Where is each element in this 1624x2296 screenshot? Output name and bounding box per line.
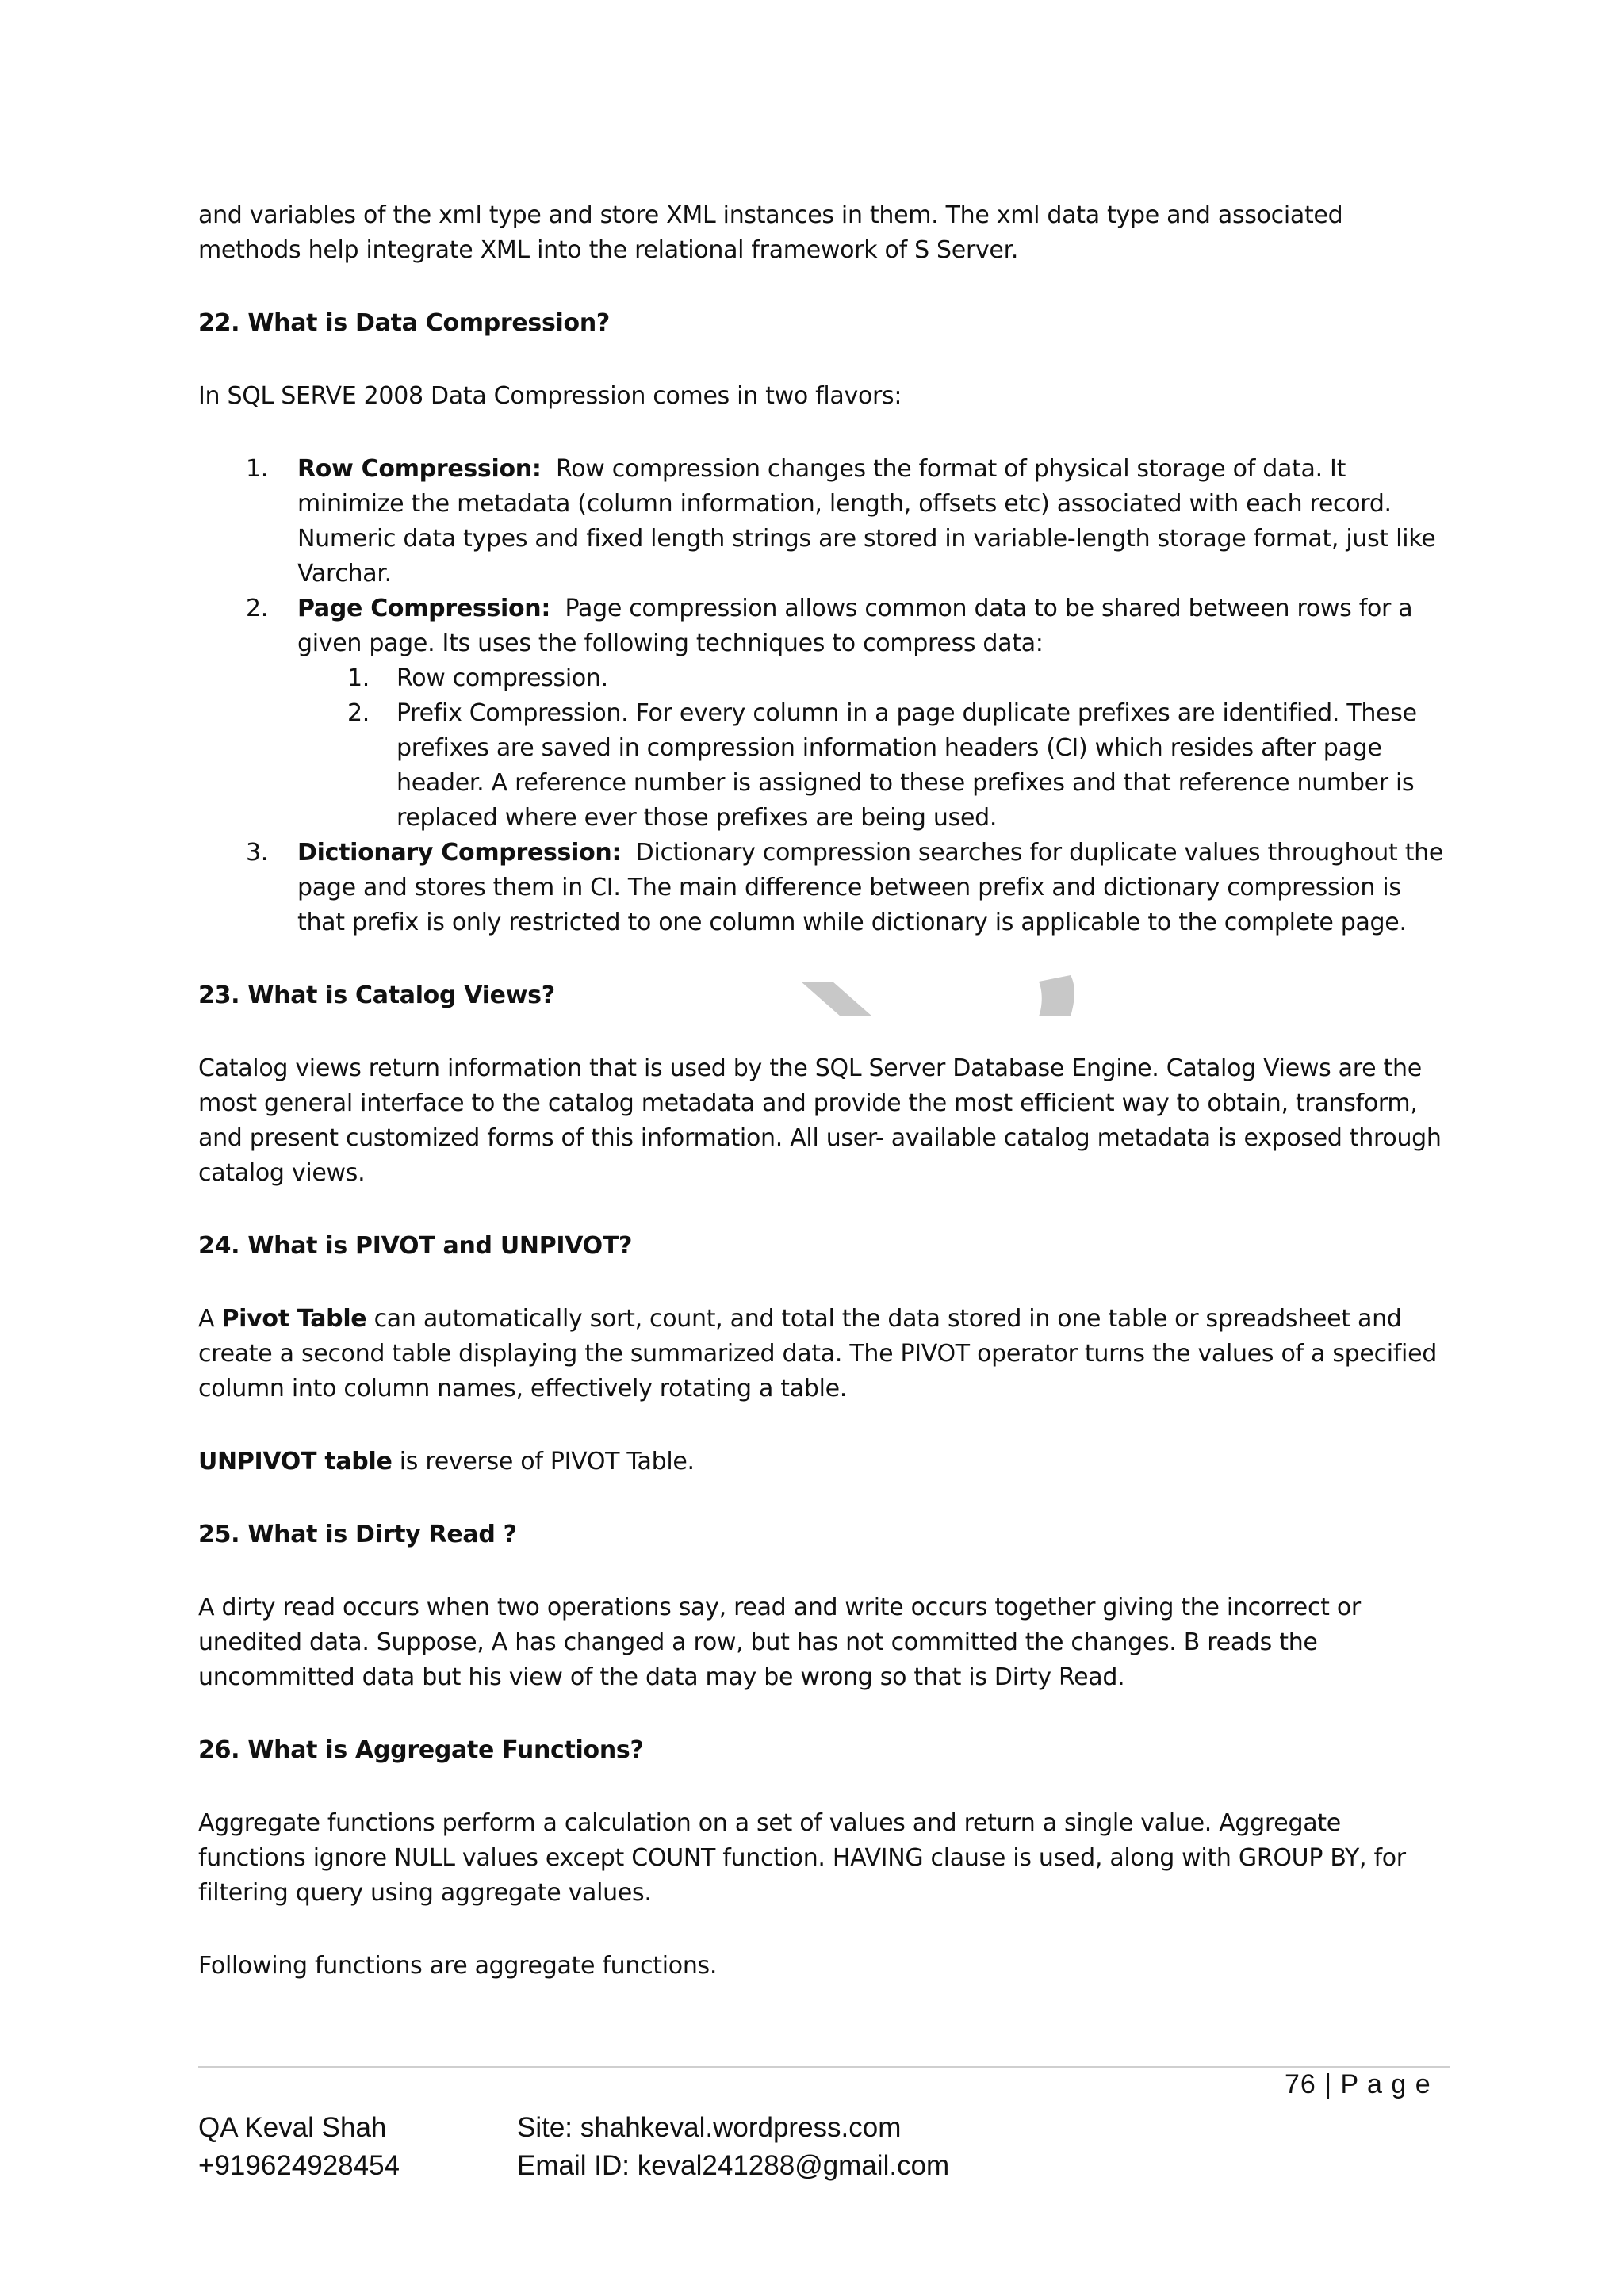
q26-following: Following functions are aggregate functions. — [198, 1952, 718, 1980]
footer-contact-block — [517, 2109, 949, 2185]
watermark-graphic — [801, 975, 1086, 1023]
question-23-heading: 23. What is Catalog Views? — [198, 982, 555, 1009]
list-item-text: Page compression allows common data to be shared between rows for a given page. Its uses the following techniques to compress data: — [297, 595, 1413, 657]
footer-site: Site: shahkeval.wordpress.com — [517, 2112, 902, 2143]
intro-paragraph — [198, 198, 1451, 268]
intro-line-1: and variables of the xml type and store XML instances in them. The xml data type and associated — [198, 201, 1343, 229]
q24-pivot-text: can automatically sort, count, and total the data stored in one table or spreadsheet and create a second table displaying the summarized data. The PIVOT operator turns the values of a specified column into column names, effectively rotating a table. — [198, 1305, 1437, 1402]
q24-unpivot-text: is reverse of PIVOT Table. — [399, 1448, 695, 1475]
q24-prefix: A — [198, 1305, 215, 1333]
q24-pivot-paragraph — [198, 1302, 1451, 1406]
list-item-term: Row Compression: — [297, 455, 542, 483]
list-item-term: Page Compression: — [297, 595, 551, 622]
q23-body: Catalog views return information that is used by the SQL Server Database Engine. Catalog Views are the most general interface to the catalog metadata and provide the most efficient way to obtain, transform, and present customized forms of this information. All user- available catalog metadata is exposed through catalog views. — [198, 1054, 1442, 1187]
list-item — [198, 591, 1451, 661]
list-item-term: Dictionary Compression: — [297, 839, 622, 867]
pivot-table-term: Pivot Table — [221, 1305, 367, 1333]
sub-list-item — [198, 661, 1451, 696]
list-number: 2. — [246, 595, 269, 622]
q25-body: A dirty read occurs when two operations say, read and write occurs together giving the incorrect or unedited data. Suppose, A has changed a row, but has not committed the changes. B reads the uncommitted data but his view of the data may be wrong so that is Dirty Read. — [198, 1594, 1361, 1691]
question-22-heading: 22. What is Data Compression? — [198, 309, 610, 337]
sub-list-number: 1. — [347, 664, 370, 692]
watermark-stroke-left — [801, 982, 872, 1016]
list-item-text: Dictionary compression searches for duplicate values throughout the page and stores them in CI. The main difference between prefix and dictionary compression is that prefix is only restricted to one column while dictionary is applicable to the complete page. — [297, 839, 1444, 936]
list-item — [198, 836, 1451, 940]
q24-unpivot-paragraph — [198, 1445, 1451, 1479]
watermark-stroke-right — [1039, 975, 1074, 1016]
sub-list-item — [198, 696, 1451, 836]
question-24-heading: 24. What is PIVOT and UNPIVOT? — [198, 1232, 633, 1260]
footer-author: QA Keval Shah — [198, 2112, 387, 2143]
footer-author-block — [198, 2109, 400, 2185]
unpivot-table-term: UNPIVOT table — [198, 1448, 393, 1475]
list-item-text: Row compression changes the format of physical storage of data. It minimize the metadata (column information, length, offsets etc) associated with each record. Numeric data types and fixed length strings are stored in variable-length storage format, just like Varchar. — [297, 455, 1436, 587]
page-number: 76 | P a g e — [1285, 2069, 1431, 2099]
q26-body: Aggregate functions perform a calculation on a set of values and return a single value. Aggregate functions ignore NULL values except COUNT function. HAVING clause is used, along with GROUP BY, for filtering query using aggregate values. — [198, 1809, 1406, 1907]
intro-line-2: methods help integrate XML into the relational framework of S Server. — [198, 236, 1019, 264]
question-25-heading: 25. What is Dirty Read ? — [198, 1521, 517, 1548]
list-number: 3. — [246, 839, 269, 867]
sub-list-text: Row compression. — [396, 664, 608, 692]
compression-list — [198, 452, 1451, 940]
list-number: 1. — [246, 455, 269, 483]
q22-intro: In SQL SERVE 2008 Data Compression comes in two flavors: — [198, 382, 902, 410]
footer-email: Email ID: keval241288@gmail.com — [517, 2150, 950, 2181]
list-item — [198, 452, 1451, 591]
footer-divider — [198, 2066, 1450, 2068]
page-content — [198, 198, 1451, 1984]
footer-phone: +919624928454 — [198, 2150, 400, 2181]
sub-list-number: 2. — [347, 699, 370, 727]
question-26-heading: 26. What is Aggregate Functions? — [198, 1736, 644, 1764]
sub-list-text: Prefix Compression. For every column in a page duplicate prefixes are identified. These prefixes are saved in compression information headers (CI) which resides after page header. A reference number is assigned to these prefixes and that reference number is replaced where ever those prefixes are being used. — [396, 699, 1417, 832]
